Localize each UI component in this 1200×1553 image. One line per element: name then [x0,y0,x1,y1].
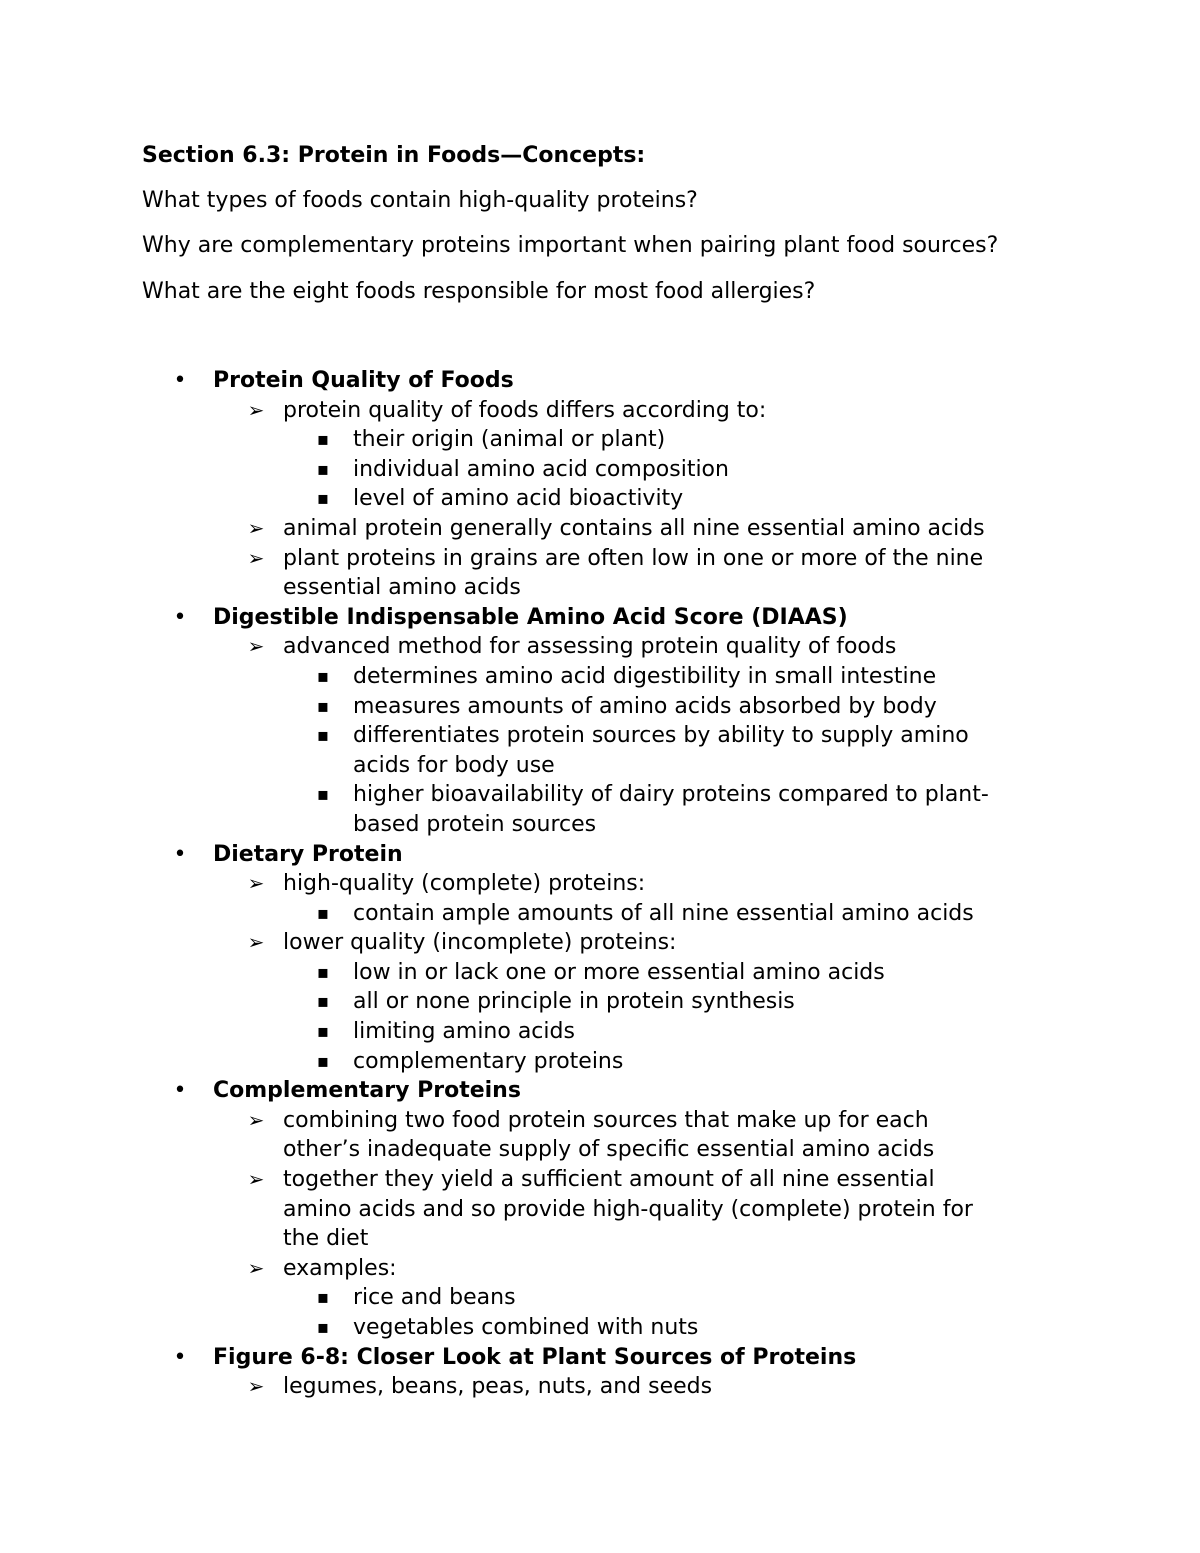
outline-heading-text: Complementary Proteins [213,1078,521,1104]
square-bullet-icon: ▪ [316,1287,330,1309]
outline-point [0,1106,1200,1136]
outline-subpoint-continuation [0,751,1200,781]
outline-point [0,1372,1200,1402]
outline-subpoint-text: complementary proteins [353,1048,624,1074]
outline-subpoint [0,1047,1200,1077]
outline-point-continuation [0,1195,1200,1225]
outline-subpoint [0,662,1200,692]
outline-point-text: high-quality (complete) proteins: [283,871,646,897]
outline-subpoint-text: higher bioavailability of dairy proteins compared to plant- [353,782,989,808]
outline-point [0,1254,1200,1284]
outline-point-text: combining two food protein sources that make up for each [283,1107,929,1133]
arrow-bullet-icon: ➢ [247,1167,265,1192]
arrow-bullet-icon: ➢ [247,634,265,659]
outline-subpoint [0,987,1200,1017]
question-3: What are the eight foods responsible for most food allergies? [142,279,816,304]
question-1: What types of foods contain high-quality proteins? [142,188,698,213]
outline-point-continuation [0,573,1200,603]
outline-subpoint-text: determines amino acid digestibility in small intestine [353,663,937,689]
outline-subpoint [0,1017,1200,1047]
arrow-bullet-icon: ➢ [247,397,265,422]
square-bullet-icon: ▪ [316,991,330,1013]
outline-subpoint [0,1283,1200,1313]
outline-point-text: legumes, beans, peas, nuts, and seeds [283,1374,713,1400]
section-heading: Section 6.3: Protein in Foods—Concepts: [142,143,646,168]
arrow-bullet-icon: ➢ [247,1107,265,1132]
outline-point-text: essential amino acids [283,575,521,601]
outline-point-text: animal protein generally contains all nine essential amino acids [283,515,985,541]
outline-subpoint [0,455,1200,485]
outline-point-text: examples: [283,1255,397,1281]
outline-point-text: together they yield a sufficient amount of all nine essential [283,1167,935,1193]
square-bullet-icon: ▪ [316,1021,330,1043]
outline-subpoint [0,958,1200,988]
outline-heading-text: Figure 6-8: Closer Look at Plant Sources of Proteins [213,1344,857,1370]
outline-subpoint [0,692,1200,722]
outline-subpoint-text: differentiates protein sources by ability to supply amino [353,723,969,749]
bullet-icon: • [173,604,187,630]
outline-subpoint-text: based protein sources [353,811,597,837]
outline-point [0,514,1200,544]
outline-heading-diaas [0,603,1200,633]
outline-subpoint-text: measures amounts of amino acids absorbed by body [353,693,937,719]
outline-point-text: protein quality of foods differs according to: [283,397,767,423]
outline-subpoint [0,780,1200,810]
outline-point [0,1165,1200,1195]
outline-subpoint-text: contain ample amounts of all nine essential amino acids [353,900,974,926]
concept-outline [0,366,1200,1402]
outline-subpoint [0,899,1200,929]
outline-subpoint-text: level of amino acid bioactivity [353,486,684,512]
outline-point-text: plant proteins in grains are often low in one or more of the nine [283,545,984,571]
outline-subpoint [0,1313,1200,1343]
outline-point-text: the diet [283,1226,369,1252]
square-bullet-icon: ▪ [316,784,330,806]
square-bullet-icon: ▪ [316,665,330,687]
arrow-bullet-icon: ➢ [247,1374,265,1399]
outline-subpoint-text: vegetables combined with nuts [353,1315,699,1340]
outline-point-text: advanced method for assessing protein quality of foods [283,634,897,660]
outline-point [0,869,1200,899]
square-bullet-icon: ▪ [316,902,330,924]
arrow-bullet-icon: ➢ [247,930,265,955]
outline-subpoint [0,425,1200,455]
square-bullet-icon: ▪ [316,1317,330,1338]
outline-heading-dietary-protein [0,840,1200,870]
arrow-bullet-icon: ➢ [247,871,265,896]
square-bullet-icon: ▪ [316,695,330,717]
square-bullet-icon: ▪ [316,961,330,983]
outline-point-text: amino acids and so provide high-quality (complete) protein for [283,1196,973,1222]
outline-subpoint-text: limiting amino acids [353,1019,575,1045]
outline-subpoint [0,721,1200,751]
question-2: Why are complementary proteins important when pairing plant food sources? [142,233,999,258]
arrow-bullet-icon: ➢ [247,515,265,540]
outline-heading-protein-quality [0,366,1200,396]
outline-subpoint [0,484,1200,514]
outline-point [0,632,1200,662]
square-bullet-icon: ▪ [316,458,330,480]
bullet-icon: • [173,841,187,867]
arrow-bullet-icon: ➢ [247,1255,265,1280]
outline-subpoint-text: rice and beans [353,1285,516,1311]
outline-heading-text: Dietary Protein [213,841,403,867]
outline-point [0,544,1200,574]
outline-heading-text: Digestible Indispensable Amino Acid Score (DIAAS) [213,604,848,630]
outline-heading-figure-6-8 [0,1343,1200,1373]
arrow-bullet-icon: ➢ [247,545,265,570]
outline-point [0,928,1200,958]
outline-subpoint-text: acids for body use [353,752,555,778]
outline-point [0,396,1200,426]
outline-subpoint-text: individual amino acid composition [353,456,729,482]
square-bullet-icon: ▪ [316,725,330,747]
outline-heading-complementary-proteins [0,1076,1200,1106]
outline-subpoint-text: all or none principle in protein synthesis [353,989,795,1015]
outline-subpoint-continuation [0,810,1200,840]
outline-heading-text: Protein Quality of Foods [213,368,514,393]
outline-point-continuation [0,1224,1200,1254]
outline-subpoint-text: low in or lack one or more essential amino acids [353,959,885,985]
square-bullet-icon: ▪ [316,488,330,510]
outline-subpoint-text: their origin (animal or plant) [353,427,666,453]
outline-point-continuation [0,1135,1200,1165]
bullet-icon: • [173,1344,187,1370]
bullet-icon: • [173,1078,187,1104]
square-bullet-icon: ▪ [316,1050,330,1072]
square-bullet-icon: ▪ [316,429,330,451]
outline-point-text: other’s inadequate supply of specific essential amino acids [283,1137,935,1163]
outline-point-text: lower quality (incomplete) proteins: [283,930,677,956]
bullet-icon: • [173,368,187,393]
